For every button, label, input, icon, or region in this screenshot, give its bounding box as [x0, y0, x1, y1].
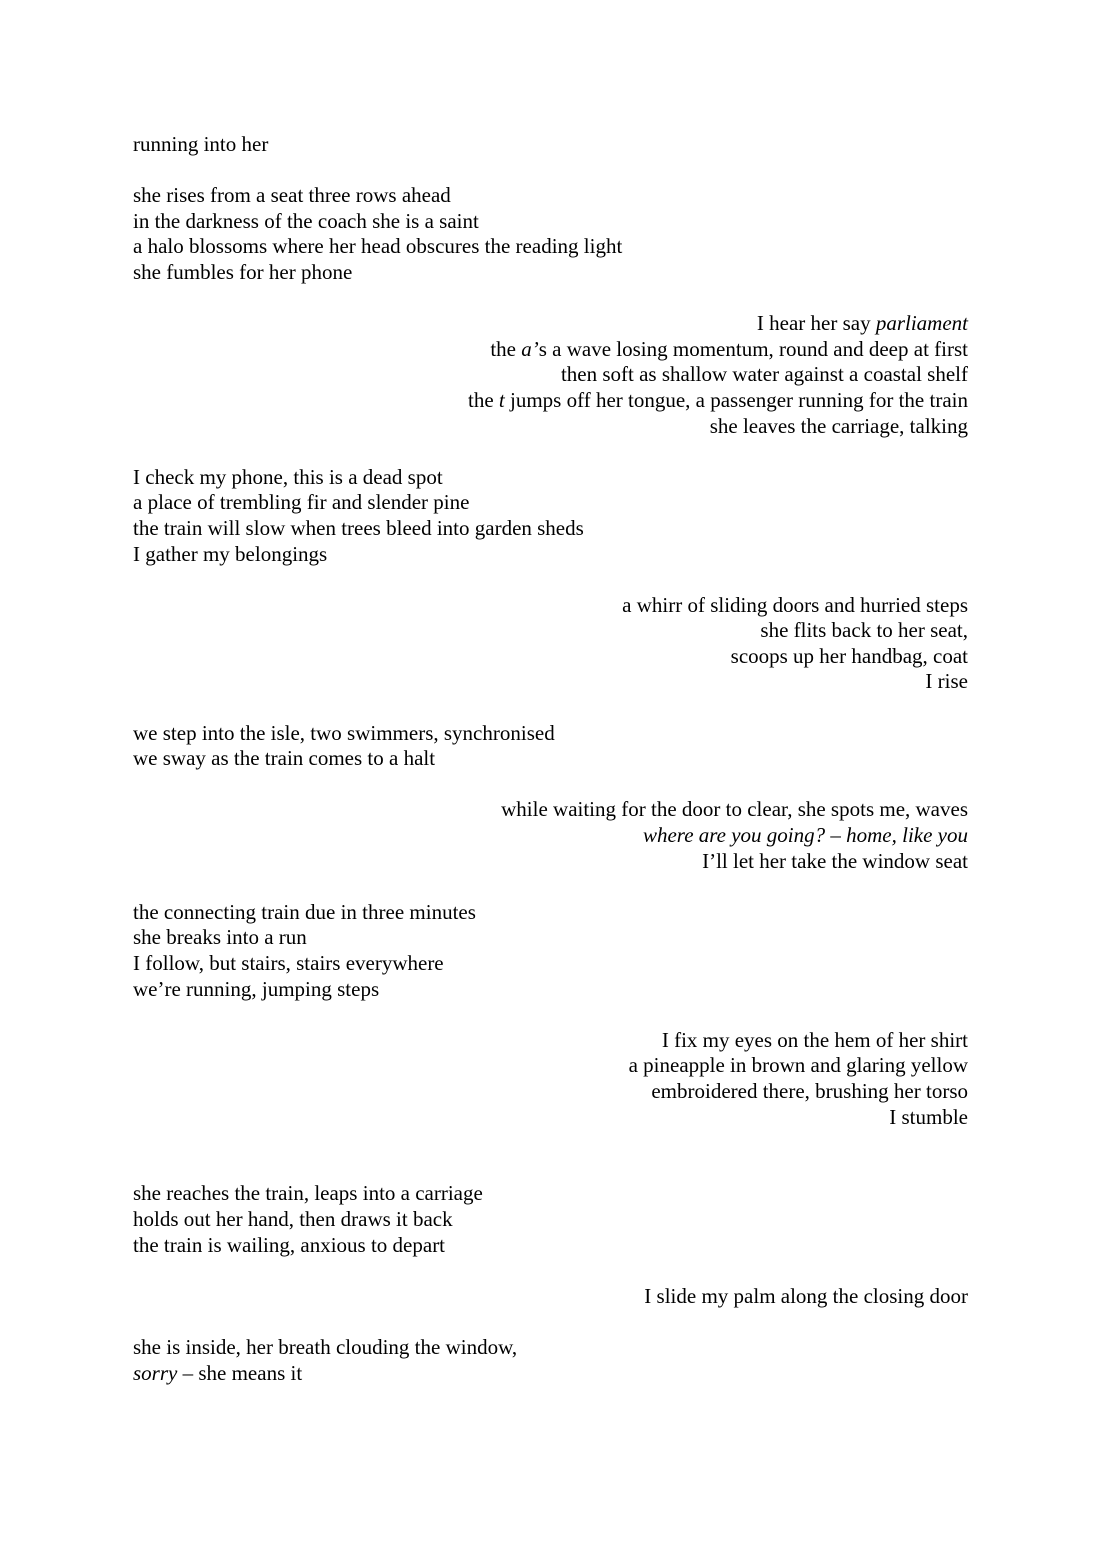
- stanza: [133, 1284, 968, 1310]
- poem-line: I gather my belongings: [133, 541, 328, 566]
- poem-line: I rise: [925, 669, 968, 694]
- poem-line: she fumbles for her phone: [133, 259, 353, 284]
- poem-line: I fix my eyes on the hem of her shirt: [661, 1027, 968, 1052]
- poem-line: the a’s a wave losing momentum, round and deep at first: [490, 336, 968, 361]
- poem-line: embroidered there, brushing her torso: [651, 1078, 968, 1103]
- poem-line: I follow, but stairs, stairs everywhere: [133, 951, 444, 975]
- poem-line: the train will slow when trees bleed into garden sheds: [133, 515, 584, 540]
- stanza: [133, 721, 968, 772]
- poem-line: a place of trembling fir and slender pine: [133, 490, 470, 515]
- stanza: [133, 1181, 968, 1258]
- poem-line: the train is wailing, anxious to depart: [133, 1232, 446, 1257]
- poem-line: holds out her hand, then draws it back: [133, 1206, 453, 1231]
- stanza: [133, 1028, 968, 1130]
- poem-line: a whirr of sliding doors and hurried steps: [622, 592, 968, 617]
- poem-line: then soft as shallow water against a coastal shelf: [560, 362, 968, 387]
- poem-line: she is inside, her breath clouding the window,: [133, 1334, 518, 1359]
- poem-line: she flits back to her seat,: [760, 618, 968, 643]
- poem-line: a pineapple in brown and glaring yellow: [628, 1053, 968, 1078]
- poem-line: she leaves the carriage, talking: [709, 413, 968, 438]
- poem-line: the connecting train due in three minutes: [133, 899, 476, 924]
- poem-line: in the darkness of the coach she is a saint: [133, 208, 479, 233]
- poem-title: running into her: [133, 132, 269, 156]
- poem-line: I check my phone, this is a dead spot: [133, 464, 443, 489]
- poem-body: [133, 183, 968, 1386]
- poem-line: she reaches the train, leaps into a carriage: [133, 1181, 483, 1206]
- poem-line: I stumble: [889, 1104, 968, 1129]
- poem-line: I’ll let her take the window seat: [702, 848, 968, 873]
- poem-line: the t jumps off her tongue, a passenger running for the train: [468, 387, 968, 412]
- poem-line: I slide my palm along the closing door: [644, 1283, 968, 1308]
- poem-line: a halo blossoms where her head obscures the reading light: [133, 234, 623, 259]
- stanza: [133, 1335, 968, 1386]
- poem-line: we’re running, jumping steps: [133, 976, 380, 1001]
- poem-line: where are you going? – home, like you: [642, 823, 968, 848]
- stanza: [133, 797, 968, 874]
- poem-line: she rises from a seat three rows ahead: [133, 183, 451, 208]
- poem-line: while waiting for the door to clear, she spots me, waves: [501, 797, 968, 822]
- stanza: [133, 900, 968, 1002]
- stanza: [133, 311, 968, 439]
- poem-line: I hear her say parliament: [756, 311, 968, 336]
- poem-line: we step into the isle, two swimmers, synchronised: [133, 720, 555, 745]
- stanza: [133, 183, 968, 285]
- poem-line: sorry – she means it: [133, 1360, 303, 1385]
- poem-line: she breaks into a run: [133, 925, 307, 950]
- stanza: [133, 593, 968, 695]
- poem-line: we sway as the train comes to a halt: [133, 746, 436, 771]
- stanza: [133, 465, 968, 567]
- poem-line: scoops up her handbag, coat: [730, 643, 968, 668]
